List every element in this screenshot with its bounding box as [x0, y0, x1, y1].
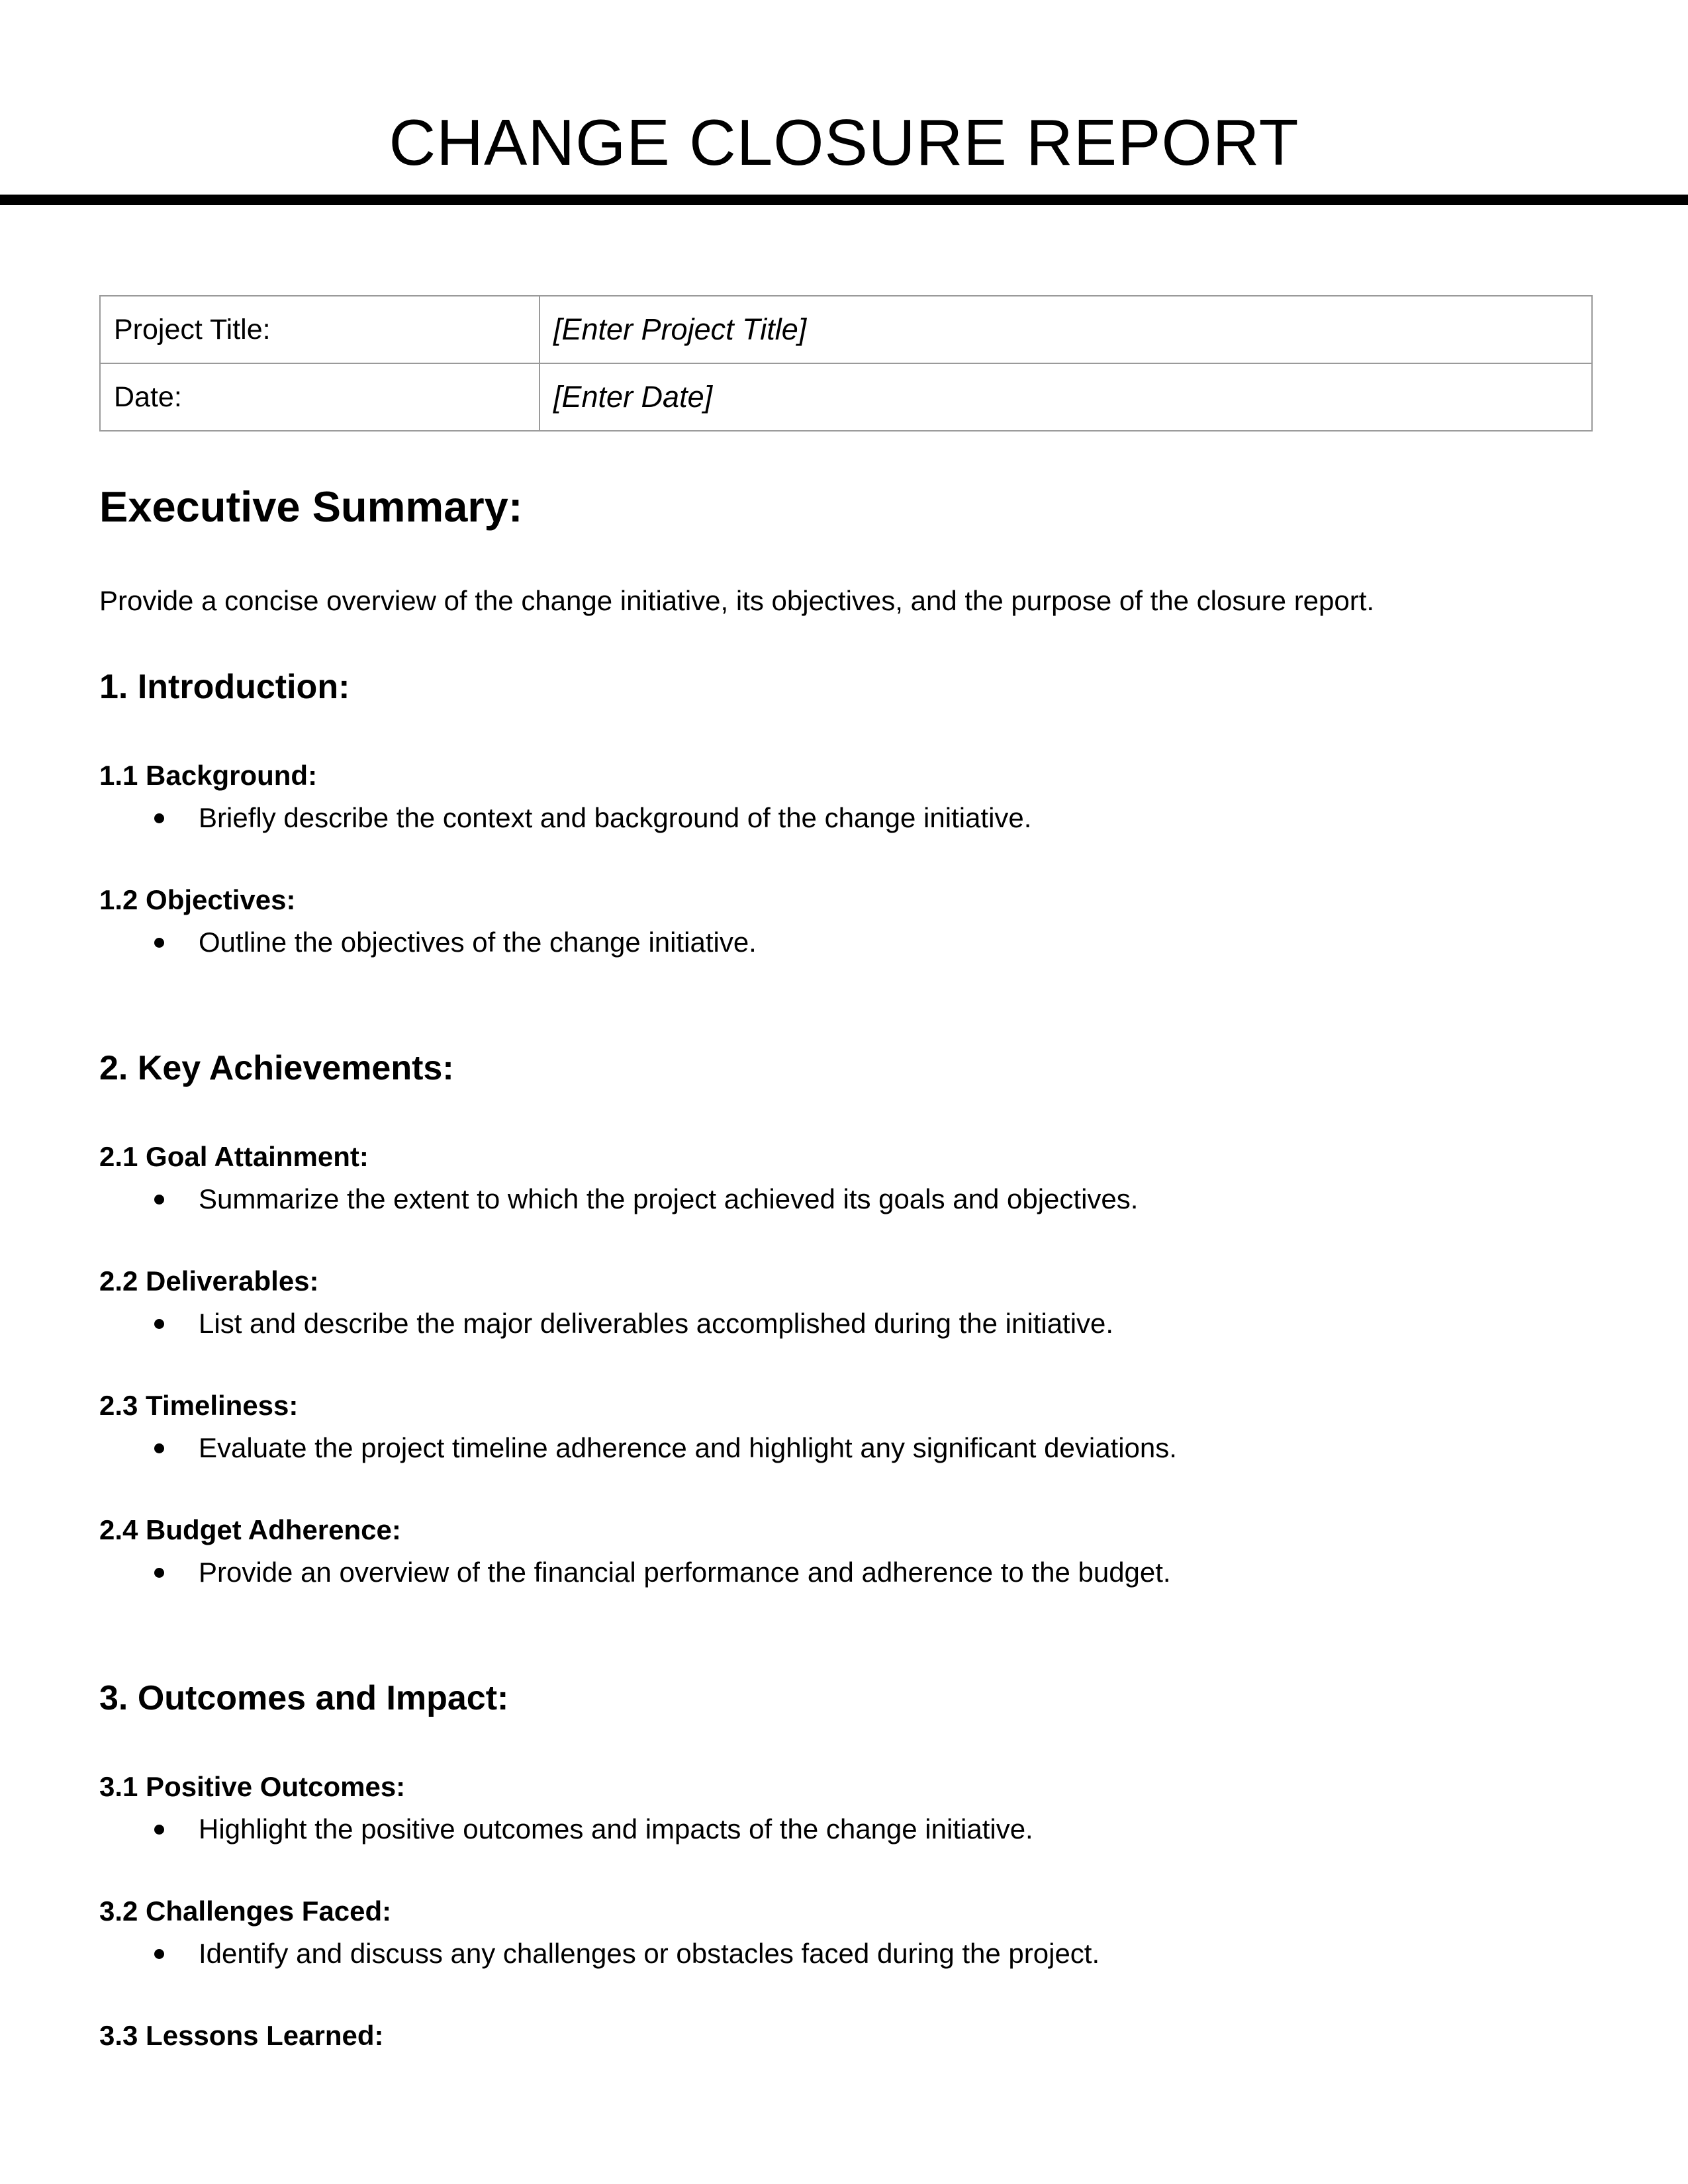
bullet-icon — [154, 1195, 164, 1205]
list-item-text: Summarize the extent to which the project achieved its goals and objectives. — [199, 1183, 1139, 1214]
list-item — [99, 1811, 1033, 1848]
bullet-icon — [154, 813, 164, 823]
document-title: CHANGE CLOSURE REPORT — [389, 106, 1299, 179]
bullet-icon — [154, 938, 164, 948]
list-item-text: Identify and discuss any challenges or obstacles faced during the project. — [199, 1938, 1100, 1969]
subsection-objectives-heading: 1.2 Objectives: — [99, 884, 296, 915]
subsection-challenges-faced-heading: 3.2 Challenges Faced: — [99, 1895, 392, 1927]
table-row — [100, 296, 1592, 363]
date-label: Date: — [100, 363, 539, 431]
bullet-icon — [154, 1949, 164, 1959]
list-item-text: Provide an overview of the financial performance and adherence to the budget. — [199, 1557, 1171, 1588]
list-item — [99, 1305, 1113, 1342]
subsection-lessons-learned-heading: 3.3 Lessons Learned: — [99, 2020, 384, 2051]
project-title-field[interactable]: [Enter Project Title] — [539, 296, 1592, 363]
title-divider — [0, 195, 1688, 205]
table-row — [100, 363, 1592, 431]
bullet-icon — [154, 1568, 164, 1578]
project-info-table — [99, 295, 1593, 432]
list-item — [99, 924, 757, 961]
bullet-icon — [154, 1443, 164, 1453]
subsection-deliverables-heading: 2.2 Deliverables: — [99, 1265, 319, 1297]
date-field[interactable]: [Enter Date] — [539, 363, 1592, 431]
list-item — [99, 1935, 1100, 1972]
subsection-budget-adherence-heading: 2.4 Budget Adherence: — [99, 1514, 401, 1545]
subsection-timeliness-heading: 2.3 Timeliness: — [99, 1390, 299, 1421]
list-item — [99, 1181, 1138, 1218]
list-item — [99, 1554, 1171, 1591]
project-title-label: Project Title: — [100, 296, 539, 363]
list-item-text: Briefly describe the context and background of the change initiative. — [199, 802, 1032, 833]
subsection-goal-attainment-heading: 2.1 Goal Attainment: — [99, 1141, 369, 1172]
section-outcomes-impact-heading: 3. Outcomes and Impact: — [99, 1679, 509, 1717]
bullet-icon — [154, 1825, 164, 1835]
executive-summary-text: Provide a concise overview of the change initiative, its objectives, and the purpose of the closure report. — [99, 585, 1375, 616]
list-item — [99, 1430, 1177, 1467]
section-key-achievements-heading: 2. Key Achievements: — [99, 1049, 454, 1087]
section-introduction-heading: 1. Introduction: — [99, 668, 350, 706]
bullet-icon — [154, 1319, 164, 1329]
subsection-positive-outcomes-heading: 3.1 Positive Outcomes: — [99, 1771, 406, 1802]
list-item-text: Evaluate the project timeline adherence and highlight any significant deviations. — [199, 1432, 1177, 1463]
list-item-text: Outline the objectives of the change initiative. — [199, 927, 757, 958]
list-item-text: Highlight the positive outcomes and impacts of the change initiative. — [199, 1813, 1033, 1844]
list-item-text: List and describe the major deliverables accomplished during the initiative. — [199, 1308, 1114, 1339]
subsection-background-heading: 1.1 Background: — [99, 760, 318, 791]
executive-summary-heading: Executive Summary: — [99, 482, 523, 531]
list-item — [99, 799, 1031, 837]
